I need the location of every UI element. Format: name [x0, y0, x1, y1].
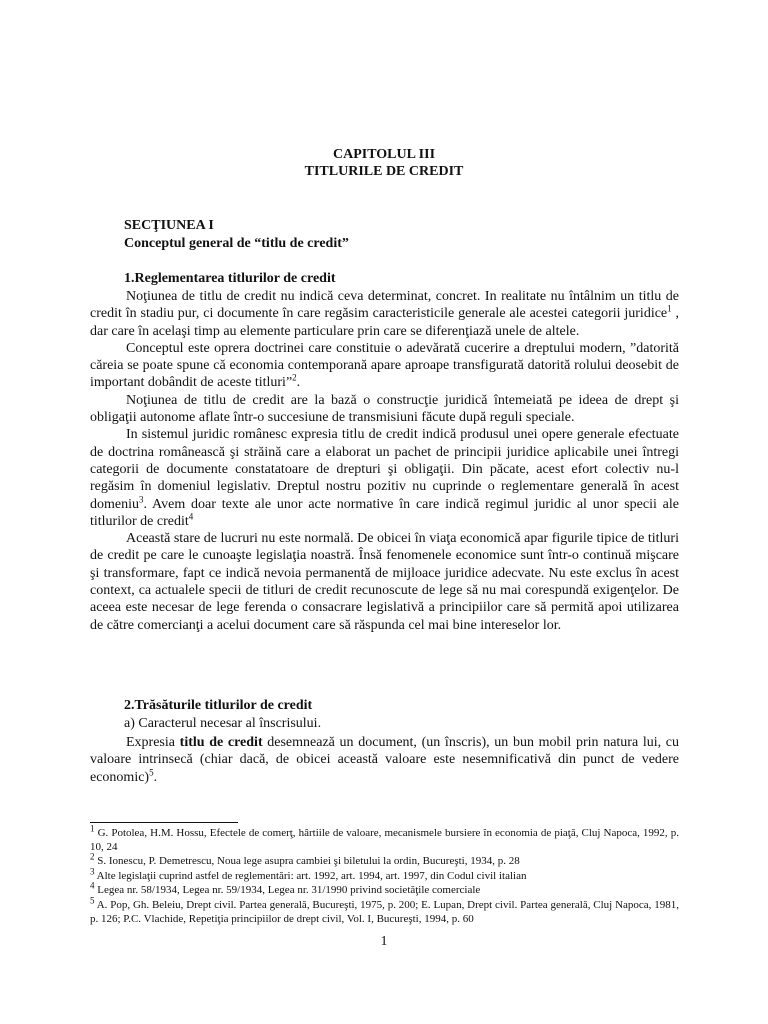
- subsection-2-body: [90, 734, 679, 786]
- footnote-ref[interactable]: 2: [292, 372, 297, 383]
- paragraph: Expresia titlu de credit desemnează un document, (un înscris), un bun mobil prin natura lui, cu valoare intrinsecă (chiar dacă, de obicei această valoare este nesemnificativă din punct de vedere economic)$^5$.: [90, 735, 679, 785]
- page-number: 1: [380, 934, 388, 949]
- footnote: $^5$ A. Pop, Gh. Beleiu, Drept civil. Partea generală, Bucureşti, 1975, p. 200; E. Lupan, Drept civil. Partea generală, Cluj Napoca, 1981, p. 126; P.C. Vlachide, Repetiţia principiilor de drept civil, Vol. I, Bucureşti, 1994, p. 60: [90, 895, 679, 925]
- chapter-title: CAPITOLUL III: [332, 147, 436, 162]
- footnote-separator: [90, 822, 238, 823]
- footnote-ref[interactable]: 1: [667, 303, 672, 314]
- footnote-number: 4: [90, 880, 95, 891]
- footnote: $^3$ Alte legislaţii cuprind astfel de reglementări: art. 1992, art. 1994, art. 1997, din Codul civil italian: [90, 866, 527, 882]
- footnote-number: 3: [90, 866, 95, 877]
- subsection-2-heading: 2.Trăsăturile titlurilor de credit: [124, 698, 313, 713]
- footnote: $^4$ Legea nr. 58/1934, Legea nr. 59/1934, Legea nr. 31/1990 privind societăţile comerciale: [90, 880, 481, 897]
- paragraph: Noţiunea de titlu de credit nu indică ceva determinat, concret. In realitate nu întâlnim un titlu de credit în stadiu pur, ci documente în care regăsim caracteristicile generale ale acestei categorii juridice$^1$ , dar care în acelaşi timp au elemente particulare prin care se diferenţiază unele de altele.: [90, 289, 680, 339]
- paragraph: Noţiunea de titlu de credit are la bază o construcţie juridică întemeiată pe ideea de drept şi obligaţii autonome aflate într-o succesiune de transmisiuni făcute după reguli speciale.: [90, 392, 679, 426]
- section-subheading: Conceptul general de “titlu de credit”: [124, 236, 349, 251]
- footnote-ref[interactable]: 3: [139, 493, 144, 504]
- subsection-1-heading: 1.Reglementarea titlurilor de credit: [124, 271, 336, 286]
- paragraph: In sistemul juridic românesc expresia titlu de credit indică produsul unei opere generale efectuate de doctrina românească şi străină care a elaborat un pachet de principii juridice aplicabile unei întregi categorii de documente constatatoare de drepturi şi obligaţii. Din păcate, acest efort colectiv nu-l regăsim în domeniul legislativ. Dreptul nostru pozitiv nu cuprinde o reglementare generală în acest domeniu$^3$. Avem doar texte ale unor acte normative în care indică regimul juridic al unor specii ale titlurilor de credit$^4$: [90, 427, 679, 529]
- footnote-number: 2: [90, 851, 95, 862]
- footnote-ref[interactable]: 4: [188, 511, 194, 522]
- footnotes: [90, 823, 679, 927]
- footnote-number: 5: [90, 895, 95, 906]
- footnote-number: 1: [90, 823, 95, 834]
- footnote-ref[interactable]: 5: [149, 766, 154, 777]
- paragraph: Conceptul este oprera doctrinei care constituie o adevărată cucerire a dreptului modern, ”datorită căreia se poate spune că economia contemporană apare aproape transfigurată datorită rolului deosebit de important dobândit de aceste titluri”$^2$.: [90, 340, 679, 391]
- footnote: $^2$ S. Ionescu, P. Demetrescu, Noua lege asupra cambiei şi biletului la ordin, Bucureşti, 1934, p. 28: [90, 851, 520, 868]
- bold-term: titlu de credit: [179, 735, 263, 750]
- paragraph: Această stare de lucruri nu este normală. De obicei în viaţa economică apar figurile tipice de titluri de credit pe care le cunoaşte legislaţia noastră. Însă fenomenele economice sunt într-o continuă mişcare şi transformare, fapt ce indică nevoia permanentă de mijloace juridice adecvate. Nu este exclus în acest context, ca actualele specii de titluri de credit recunoscute de lege să nu mai corespundă exigenţelor. De aceea este necesar de lege ferenda o consacrare legislativă a principiilor care să permită apoi utilizarea de către comercianţi a acelui document care să răspunda cel mai bine intereselor lor.: [90, 531, 679, 633]
- section-heading: SECŢIUNEA I: [124, 218, 214, 233]
- subsection-1-body: [90, 288, 679, 634]
- subsection-2-item: a) Caracterul necesar al înscrisului.: [124, 716, 322, 731]
- footnote: $^1$ G. Potolea, H.M. Hossu, Efectele de comerţ, hârtiile de valoare, mecanismele bursiere în economia de piaţă, Cluj Napoca, 1992, p. 10, 24: [90, 823, 679, 853]
- chapter-subtitle: TITLURILE DE CREDIT: [304, 164, 464, 179]
